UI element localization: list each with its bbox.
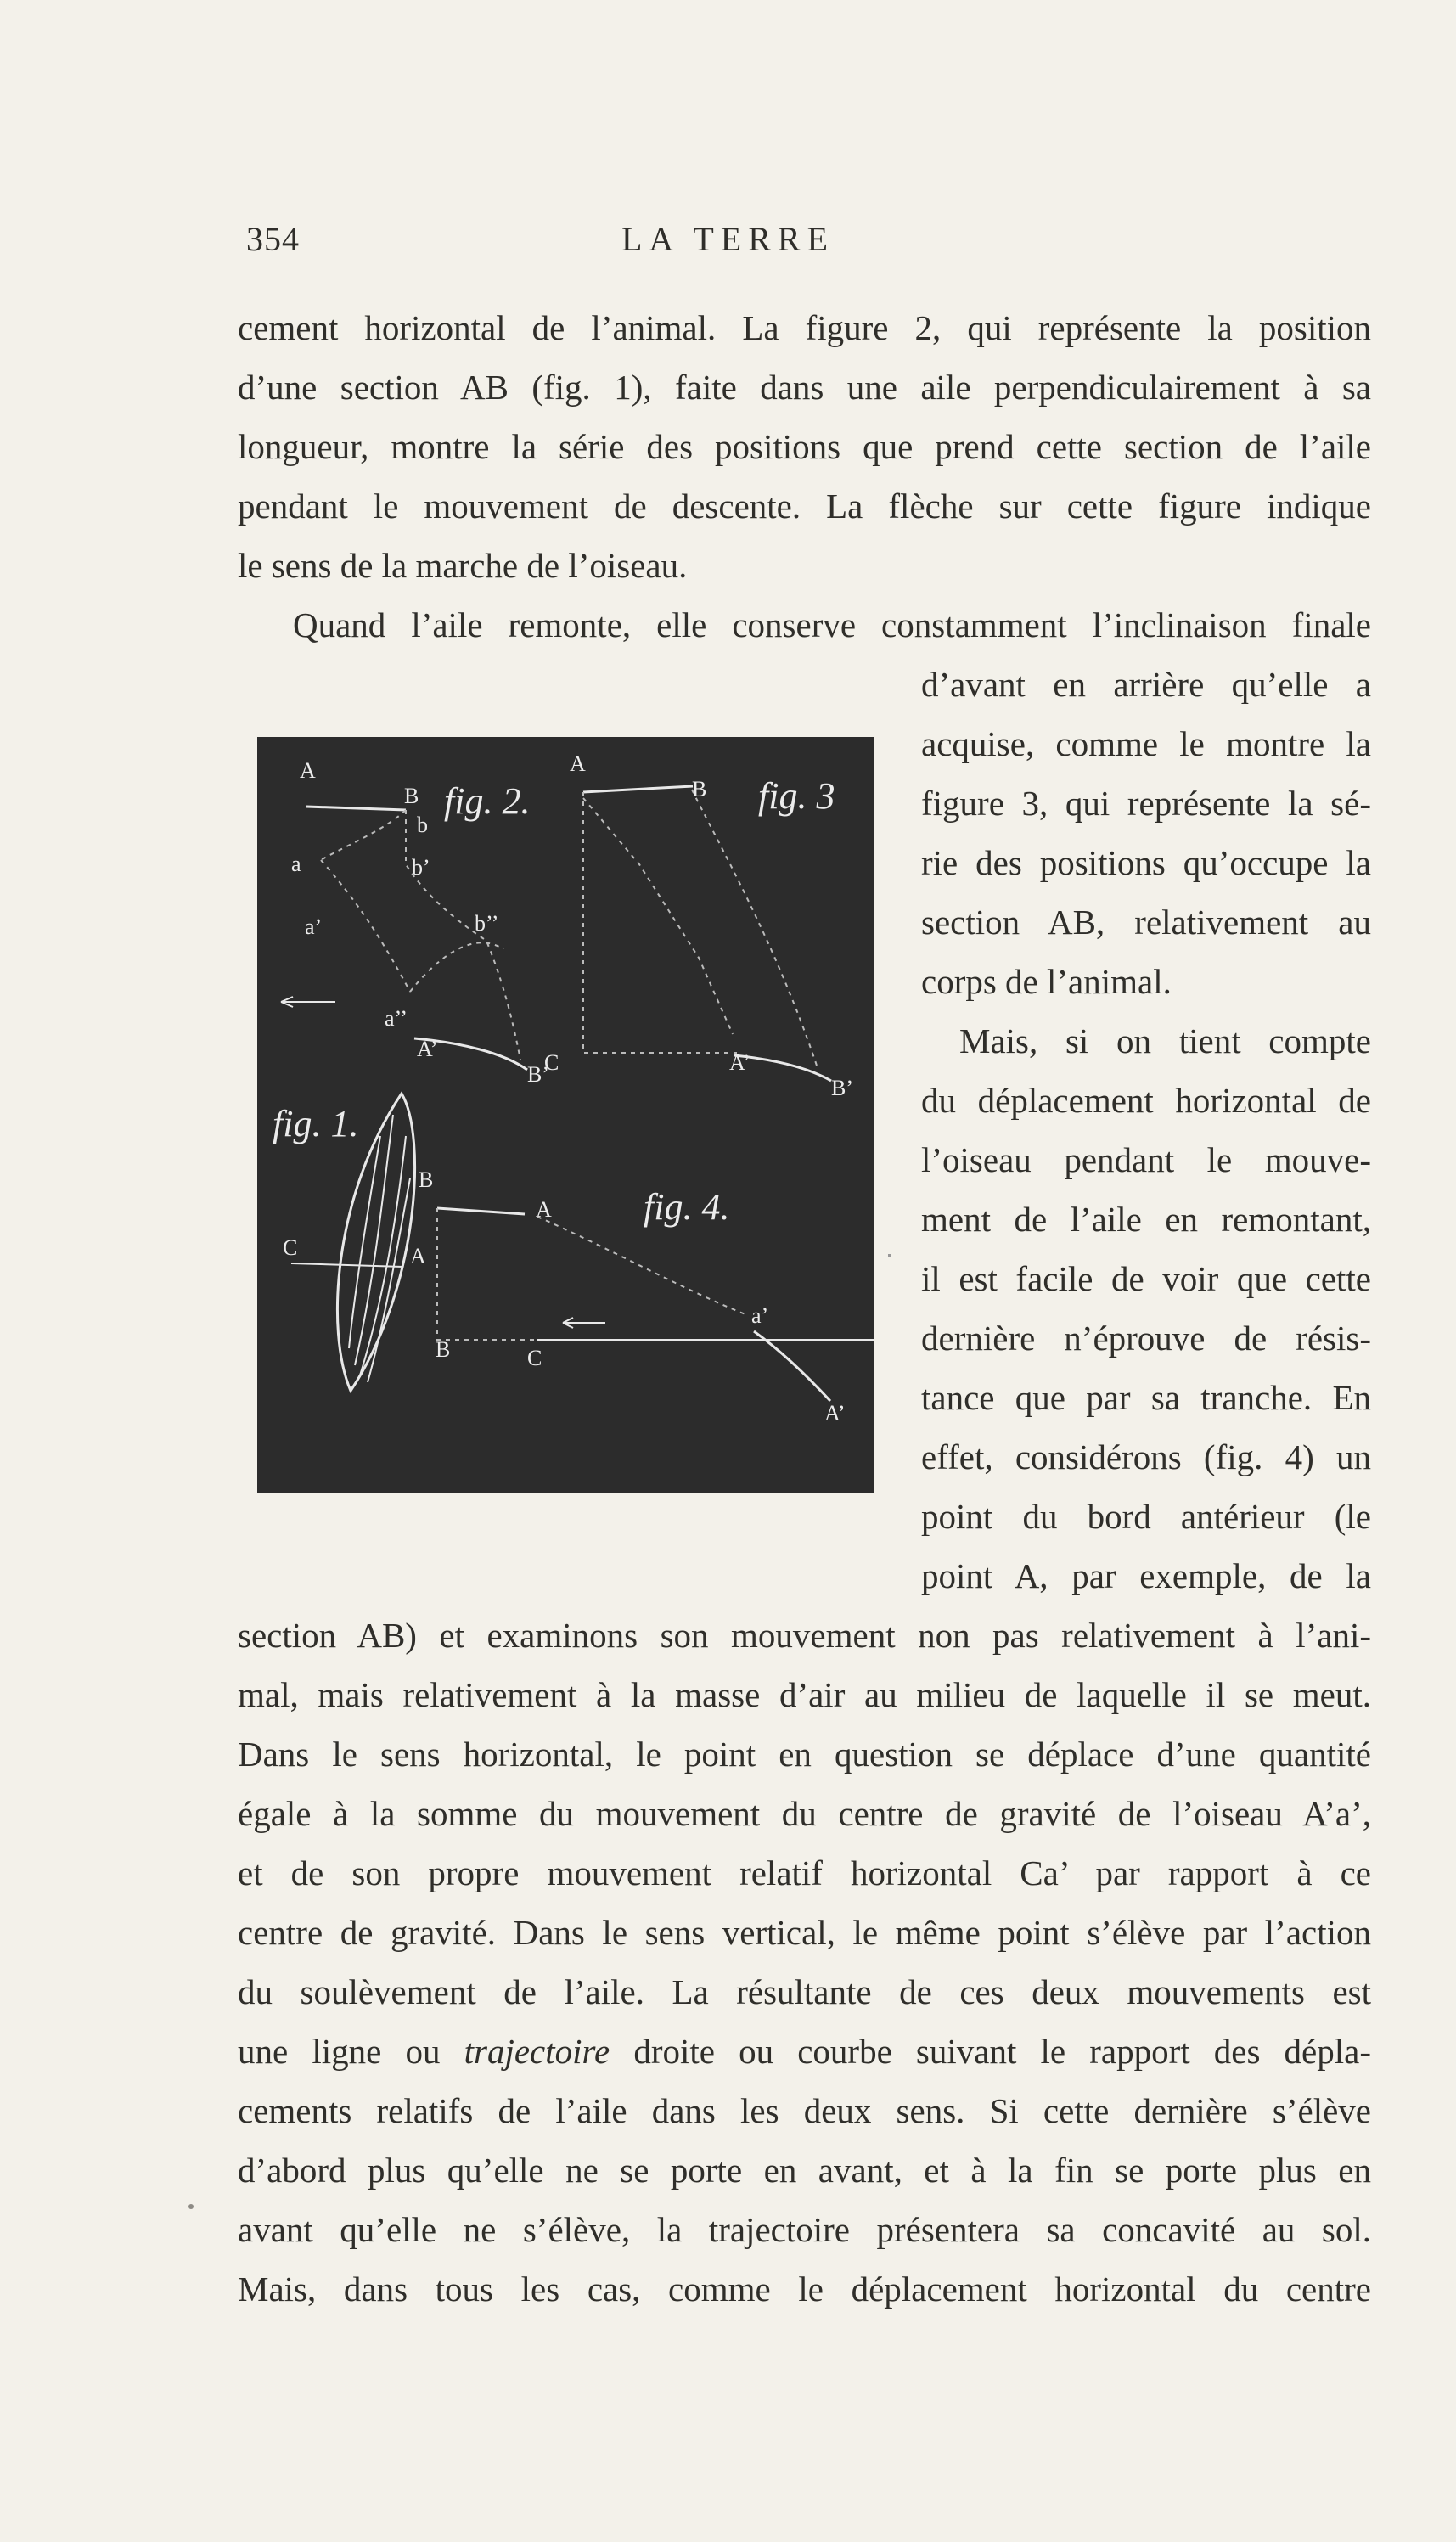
text-fragment: droite ou courbe suivant le rapport des dépla- xyxy=(633,2032,1371,2071)
text-line: il est facile de voir que cette xyxy=(921,1259,1371,1298)
text-line: d’avant en arrière qu’elle a xyxy=(921,665,1371,704)
label-a: A xyxy=(300,758,316,783)
text-line: section AB, relativement au xyxy=(921,903,1371,942)
text-line: cement horizontal de l’animal. La figure 2, qui représente la position xyxy=(238,308,1371,347)
text-line: rie des positions qu’occupe la xyxy=(921,843,1371,882)
stray-dot xyxy=(188,2204,194,2209)
label-b-prime-fig4: A’ xyxy=(824,1401,846,1426)
text-line: égale à la somme du mouvement du centre de gravité de l’oiseau A’a’, xyxy=(238,1794,1371,1833)
text-line: figure 3, qui représente la sé- xyxy=(921,784,1371,823)
text-line: ment de l’aile en remontant, xyxy=(921,1200,1371,1239)
figure-2-title: fig. 2. xyxy=(444,780,531,822)
text-line-with-italic xyxy=(238,2034,1371,2069)
label-a-fig3: A xyxy=(570,751,586,776)
text-line: Quand l’aile remonte, elle conserve constamment l’inclinaison finale xyxy=(293,605,1371,644)
figure-3-title: fig. 3 xyxy=(758,775,835,817)
text-line: longueur, montre la série des positions que prend cette section de l’aile xyxy=(238,427,1371,466)
text-line: du soulèvement de l’aile. La résultante de ces deux mouvements est xyxy=(238,1972,1371,2011)
label-a-small: a xyxy=(291,852,301,876)
wing-diagram xyxy=(257,737,874,1493)
text-line: le sens de la marche de l’oiseau. xyxy=(238,546,688,585)
running-title: LA TERRE xyxy=(621,220,835,258)
text-line: avant qu’elle ne s’élève, la trajectoire présentera sa concavité au sol. xyxy=(238,2210,1371,2249)
text-line: d’abord plus qu’elle ne se porte en avant, et à la fin se porte plus en xyxy=(238,2151,1371,2190)
printing-mark xyxy=(888,1254,891,1257)
text-line: corps de l’animal. xyxy=(921,962,1172,1001)
label-a-prime-lower-fig4: C xyxy=(527,1346,542,1370)
text-line: du déplacement horizontal de xyxy=(921,1081,1371,1120)
label-a-cap-prime: A’ xyxy=(417,1037,438,1061)
label-c-fig4: B xyxy=(436,1337,451,1362)
label-b-double-prime: b’’ xyxy=(475,911,499,936)
text-line: dernière n’éprouve de résis- xyxy=(921,1319,1371,1358)
text-line: cements relatifs de l’aile dans les deux sens. Si cette dernière s’élève xyxy=(238,2091,1371,2130)
page-number: 354 xyxy=(246,220,300,258)
text-line: mal, mais relativement à la masse d’air au milieu de laquelle il se meut. xyxy=(238,1675,1371,1714)
text-line: Dans le sens horizontal, le point en question se déplace d’une quantité xyxy=(238,1735,1371,1774)
label-a-prime: a’ xyxy=(305,914,323,939)
label-a-prime-fig4: a’ xyxy=(751,1303,769,1328)
text-line: effet, considérons (fig. 4) un xyxy=(921,1437,1371,1476)
text-line: section AB) et examinons son mouvement non pas relativement à l’ani- xyxy=(238,1616,1371,1655)
text-line: point A, par exemple, de la xyxy=(921,1556,1371,1595)
text-line: et de son propre mouvement relatif horizontal Ca’ par rapport à ce xyxy=(238,1853,1371,1892)
text-line: pendant le mouvement de descente. La flèche sur cette figure indique xyxy=(238,486,1371,526)
text-line: acquise, comme le montre la xyxy=(921,724,1371,763)
label-b-fig3: B xyxy=(692,777,707,801)
italic-term: trajectoire xyxy=(464,2032,610,2071)
figure-4-title: fig. 4. xyxy=(644,1186,730,1228)
text-line: tance que par sa tranche. En xyxy=(921,1378,1371,1417)
figure-1-title: fig. 1. xyxy=(273,1103,359,1144)
text-line: d’une section AB (fig. 1), faite dans une aile perpendiculairement à sa xyxy=(238,368,1371,407)
label-a-fig1: C xyxy=(283,1235,298,1260)
label-b-prime: b’ xyxy=(412,855,430,880)
text-line: Mais, si on tient compte xyxy=(959,1021,1371,1060)
label-c-fig3: C xyxy=(544,1050,559,1075)
text-line: Mais, dans tous les cas, comme le déplacement horizontal du centre xyxy=(238,2269,1371,2309)
label-a-double-prime: a’’ xyxy=(385,1006,408,1031)
label-a-prime-fig3: A’ xyxy=(729,1050,750,1075)
label-b: B xyxy=(404,784,419,808)
label-b-prime-fig3: B’ xyxy=(831,1076,853,1100)
wing-motion-figure xyxy=(257,737,874,1493)
label-a-fig4: B xyxy=(419,1167,434,1192)
label-b-fig4: A xyxy=(536,1197,552,1222)
label-b-fig1: A xyxy=(410,1244,426,1268)
text-line: l’oiseau pendant le mouve- xyxy=(921,1140,1371,1179)
text-line: centre de gravité. Dans le sens vertical, le même point s’élève par l’action xyxy=(238,1913,1371,1952)
label-b-cap-prime: B’ xyxy=(527,1062,549,1087)
text-line: point du bord antérieur (le xyxy=(921,1497,1371,1536)
text-fragment: une ligne ou xyxy=(238,2032,441,2071)
label-lower-b: b xyxy=(417,813,428,837)
